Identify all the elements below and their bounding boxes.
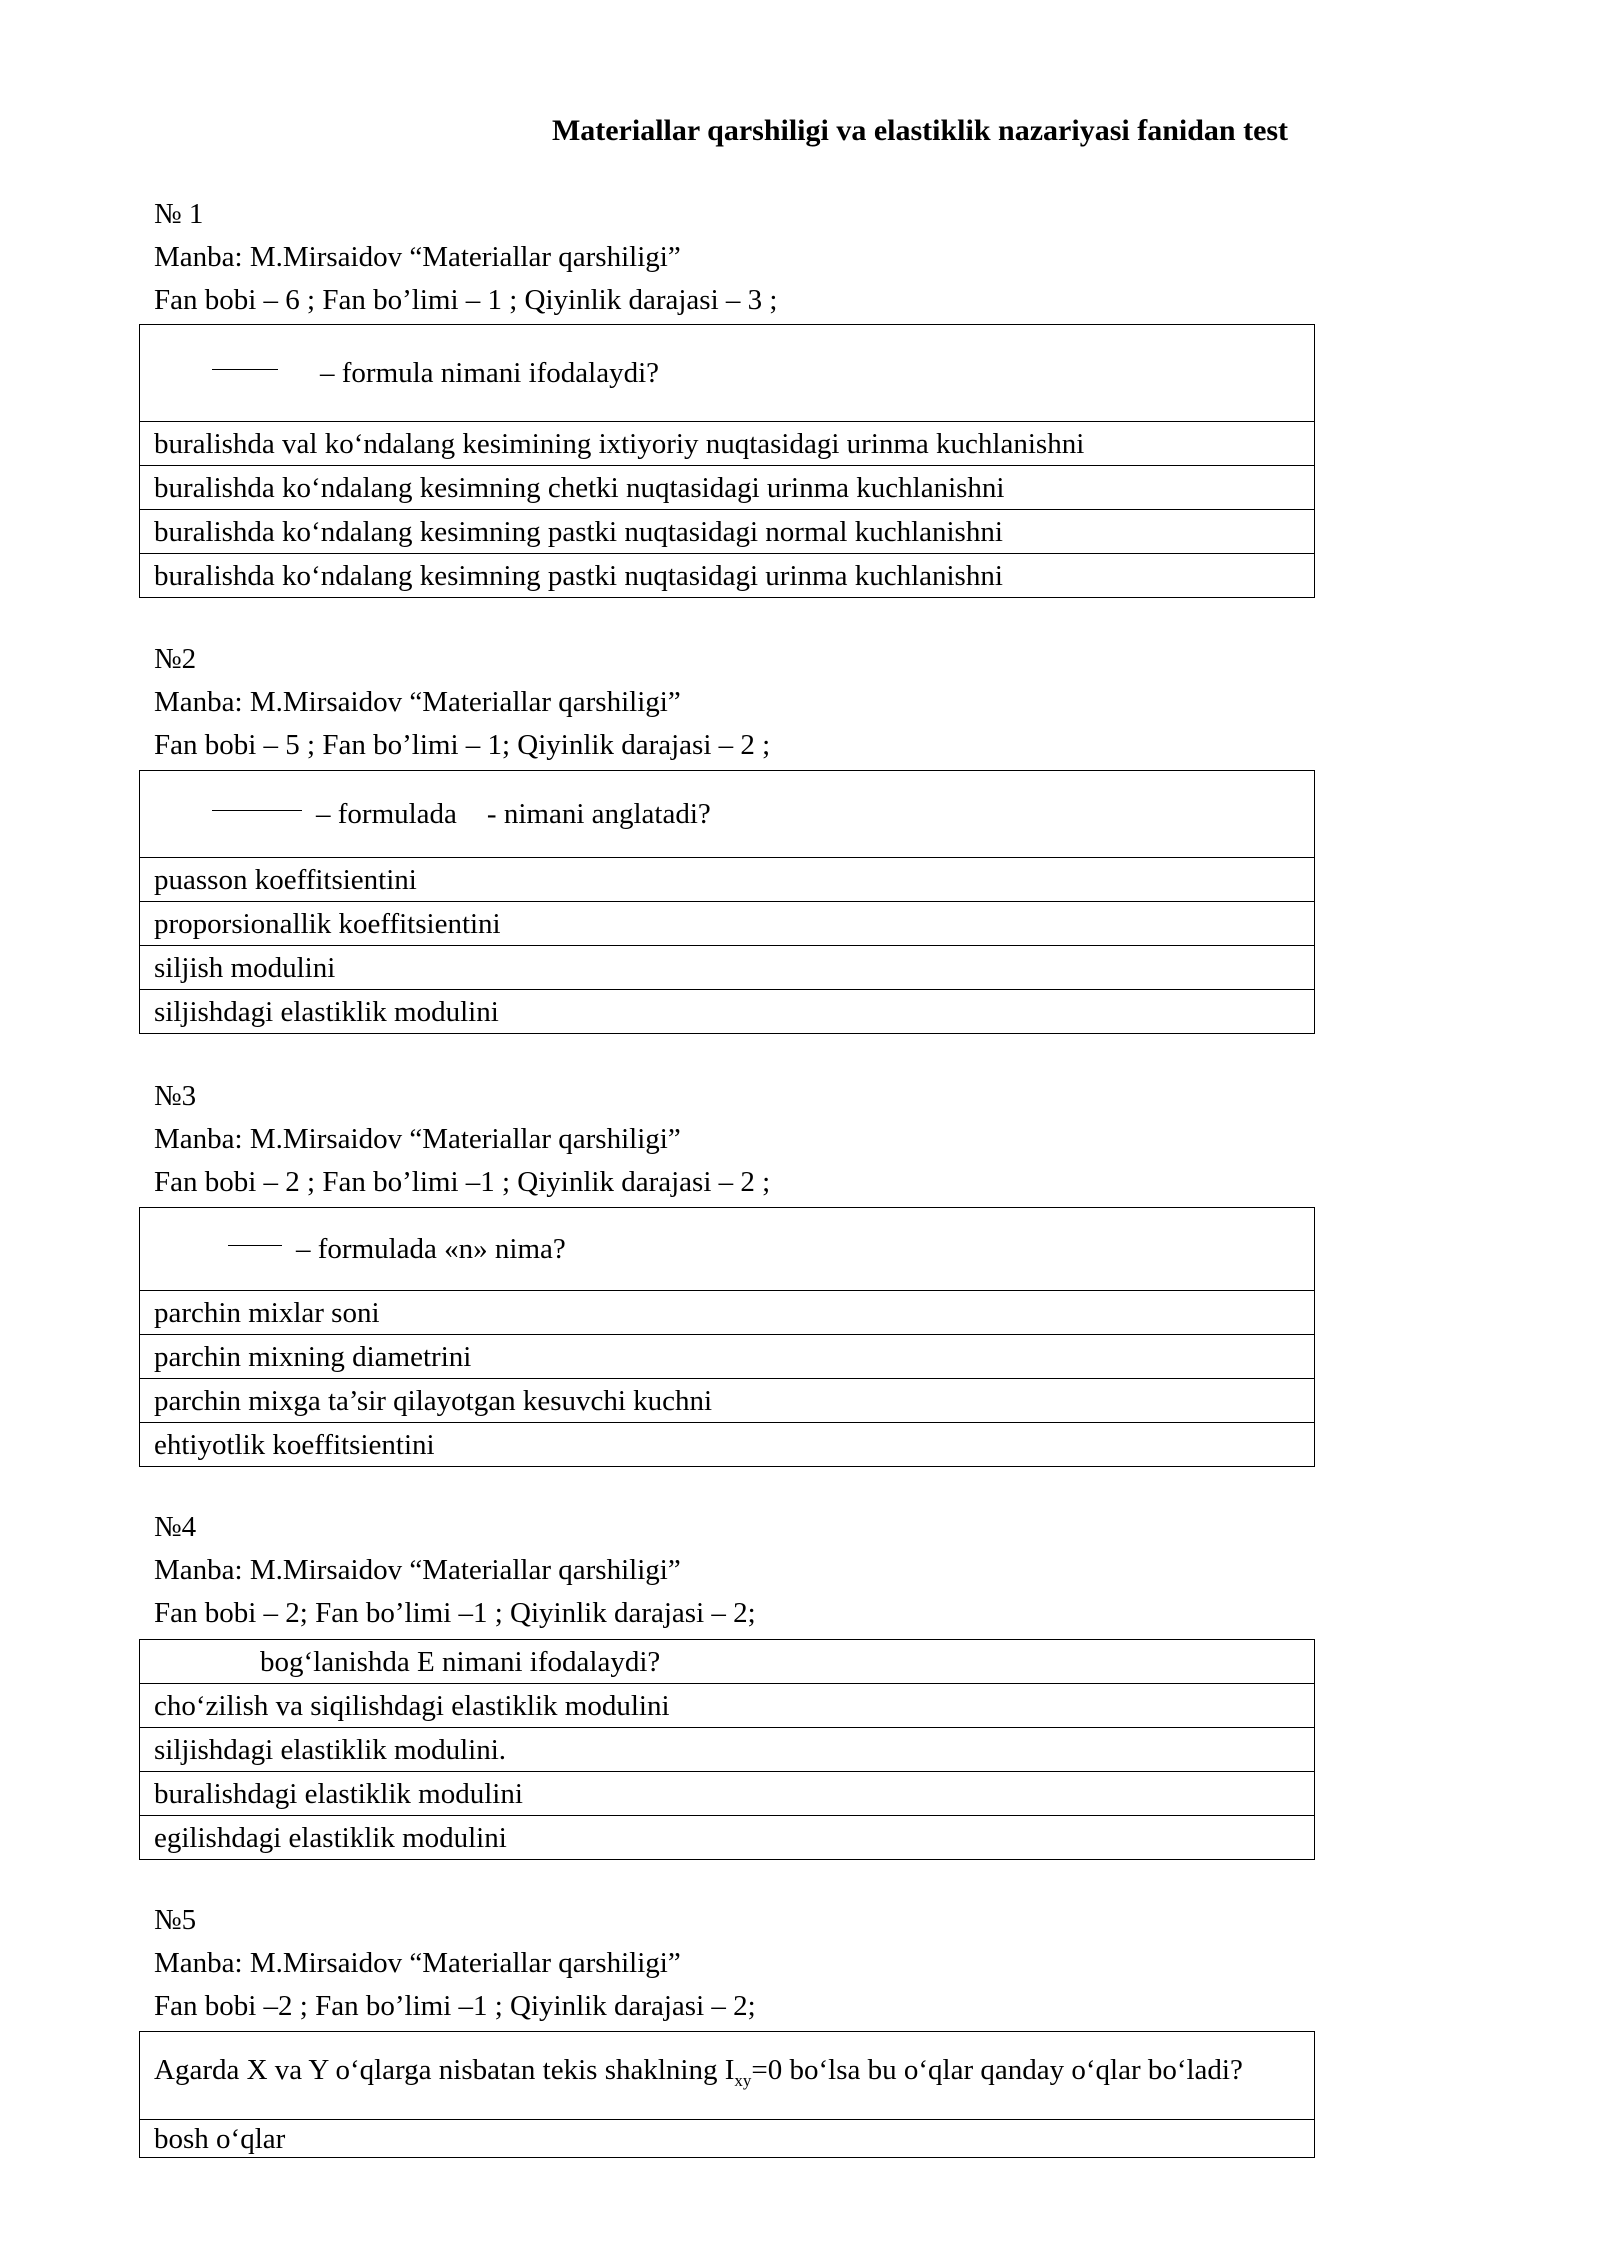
question-source: Manba: M.Mirsaidov “Materiallar qarshiligi” — [154, 1554, 681, 1586]
question-meta: Fan bobi – 2; Fan bo’limi –1 ; Qiyinlik darajasi – 2; — [154, 1597, 756, 1629]
question-3-table — [139, 1207, 1315, 1467]
question-meta: Fan bobi –2 ; Fan bo’limi –1 ; Qiyinlik darajasi – 2; — [154, 1990, 756, 2022]
question-label: – formulada «n» nima? — [296, 1233, 566, 1265]
question-meta: Fan bobi – 6 ; Fan bo’limi – 1 ; Qiyinlik darajasi – 3 ; — [154, 284, 778, 316]
question-source: Manba: M.Mirsaidov “Materiallar qarshiligi” — [154, 1947, 681, 1979]
question-source: Manba: M.Mirsaidov “Materiallar qarshiligi” — [154, 1123, 681, 1155]
answer-option[interactable]: buralishda ko‘ndalang kesimning pastki nuqtasidagi urinma kuchlanishni — [140, 554, 1315, 598]
question-label: – formula nimani ifodalaydi? — [320, 357, 660, 389]
answer-option[interactable]: buralishda val ko‘ndalang kesimining ixtiyoriy nuqtasidagi urinma kuchlanishni — [140, 422, 1315, 466]
question-5-table — [139, 2031, 1315, 2158]
question-label: Agarda X va Y o‘qlarga nisbatan tekis shaklning I — [154, 2054, 735, 2087]
question-text — [140, 2032, 1315, 2120]
answer-option[interactable]: proporsionallik koeffitsientini — [140, 902, 1315, 946]
question-meta: Fan bobi – 2 ; Fan bo’limi –1 ; Qiyinlik darajasi – 2 ; — [154, 1166, 771, 1198]
answer-option[interactable]: buralishda ko‘ndalang kesimning pastki nuqtasidagi normal kuchlanishni — [140, 510, 1315, 554]
question-source: Manba: M.Mirsaidov “Materiallar qarshiligi” — [154, 686, 681, 718]
page-title: Materiallar qarshiligi va elastiklik nazariyasi fanidan test — [551, 114, 1289, 147]
question-number: №5 — [154, 1904, 197, 1936]
question-text — [140, 325, 1315, 422]
question-label: – formulada — [316, 798, 457, 830]
answer-option[interactable]: buralishda ko‘ndalang kesimning chetki nuqtasidagi urinma kuchlanishni — [140, 466, 1315, 510]
question-4-header — [154, 1506, 756, 1635]
answer-option[interactable]: siljish modulini — [140, 946, 1315, 990]
answer-option[interactable]: bosh o‘qlar — [140, 2120, 1315, 2158]
answer-option[interactable]: parchin mixning diametrini — [140, 1335, 1315, 1379]
formula-fraction-line — [212, 810, 302, 811]
question-number: №2 — [154, 643, 197, 675]
answer-option[interactable]: cho‘zilish va siqilishdagi elastiklik modulini — [140, 1684, 1315, 1728]
question-text — [140, 1208, 1315, 1291]
question-text: bog‘lanishda E nimani ifodalaydi? — [140, 1640, 1315, 1684]
question-label-tail: =0 bo‘lsa bu o‘qlar qanday o‘qlar bo‘ladi? — [751, 2054, 1243, 2087]
question-1-table — [139, 324, 1315, 598]
answer-option[interactable]: parchin mixga ta’sir qilayotgan kesuvchi kuchni — [140, 1379, 1315, 1423]
question-2-table — [139, 770, 1315, 1034]
question-5-header — [154, 1899, 756, 2028]
answer-option[interactable]: parchin mixlar soni — [140, 1291, 1315, 1335]
answer-option[interactable]: buralishdagi elastiklik modulini — [140, 1772, 1315, 1816]
question-label-tail: - nimani anglatadi? — [486, 798, 711, 830]
question-4-table — [139, 1639, 1315, 1860]
subscript-xy: xy — [734, 2070, 752, 2090]
answer-option[interactable]: egilishdagi elastiklik modulini — [140, 1816, 1315, 1860]
question-3-header — [154, 1075, 770, 1204]
formula-fraction-line — [212, 369, 278, 370]
question-text — [140, 771, 1315, 858]
answer-option[interactable]: puasson koeffitsientini — [140, 858, 1315, 902]
question-number: №4 — [154, 1511, 197, 1543]
question-number: №3 — [154, 1080, 197, 1112]
answer-option[interactable]: siljishdagi elastiklik modulini — [140, 990, 1315, 1034]
question-meta: Fan bobi – 5 ; Fan bo’limi – 1; Qiyinlik darajasi – 2 ; — [154, 729, 771, 761]
question-2-header — [154, 638, 770, 767]
answer-option[interactable]: ehtiyotlik koeffitsientini — [140, 1423, 1315, 1467]
question-source: Manba: M.Mirsaidov “Materiallar qarshiligi” — [154, 241, 681, 273]
answer-option[interactable]: siljishdagi elastiklik modulini. — [140, 1728, 1315, 1772]
question-number: № 1 — [154, 198, 204, 230]
question-1-header — [154, 193, 777, 322]
formula-fraction-line — [228, 1245, 282, 1246]
